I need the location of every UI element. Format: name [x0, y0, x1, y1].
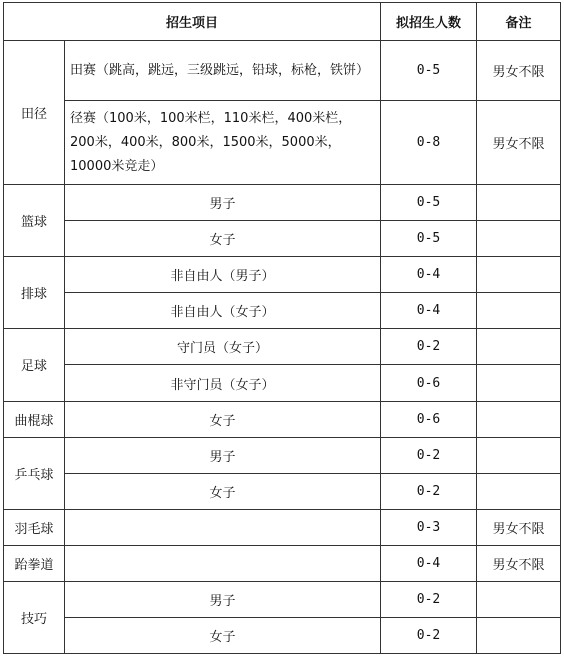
note-cell [477, 617, 561, 653]
count-cell: 0-5 [381, 185, 477, 221]
category-football: 足球 [4, 329, 65, 401]
project-cell: 女子 [65, 473, 381, 509]
table-header-row [4, 3, 561, 41]
project-cell: 男子 [65, 437, 381, 473]
count-cell: 0-4 [381, 293, 477, 329]
note-cell [477, 365, 561, 401]
count-cell: 0-4 [381, 257, 477, 293]
project-cell: 男子 [65, 581, 381, 617]
project-cell: 径赛（100米，100米栏，110米栏，400米栏，200米，400米，800米，1500米，5000米，10000米竞走） [65, 101, 381, 185]
count-cell: 0-5 [381, 41, 477, 101]
note-cell [477, 257, 561, 293]
category-hockey: 曲棍球 [4, 401, 65, 437]
count-cell: 0-2 [381, 473, 477, 509]
project-cell: 守门员（女子） [65, 329, 381, 365]
note-cell: 男女不限 [477, 509, 561, 545]
project-cell: 女子 [65, 617, 381, 653]
project-cell: 非自由人（女子） [65, 293, 381, 329]
category-badminton: 羽毛球 [4, 509, 65, 545]
project-cell [65, 545, 381, 581]
table-row [4, 257, 561, 293]
table-row [4, 401, 561, 437]
table-row [4, 581, 561, 617]
table-row [4, 509, 561, 545]
note-cell [477, 581, 561, 617]
category-table-tennis: 乒乓球 [4, 437, 65, 509]
count-cell: 0-2 [381, 329, 477, 365]
note-cell: 男女不限 [477, 41, 561, 101]
project-cell: 非自由人（男子） [65, 257, 381, 293]
category-volleyball: 排球 [4, 257, 65, 329]
category-basketball: 篮球 [4, 185, 65, 257]
table-row [4, 365, 561, 401]
note-cell [477, 329, 561, 365]
note-cell [477, 401, 561, 437]
table-row [4, 473, 561, 509]
category-athletics: 田径 [4, 41, 65, 185]
count-cell: 0-2 [381, 581, 477, 617]
count-cell: 0-6 [381, 365, 477, 401]
count-cell: 0-5 [381, 221, 477, 257]
count-cell: 0-6 [381, 401, 477, 437]
project-cell [65, 509, 381, 545]
count-cell: 0-4 [381, 545, 477, 581]
count-cell: 0-3 [381, 509, 477, 545]
note-cell [477, 473, 561, 509]
note-cell [477, 221, 561, 257]
project-cell: 非守门员（女子） [65, 365, 381, 401]
header-project: 招生项目 [4, 3, 381, 41]
note-cell: 男女不限 [477, 545, 561, 581]
count-cell: 0-8 [381, 101, 477, 185]
header-count: 拟招生人数 [381, 3, 477, 41]
category-acrobatics: 技巧 [4, 581, 65, 653]
table-row [4, 329, 561, 365]
table-row [4, 545, 561, 581]
header-note: 备注 [477, 3, 561, 41]
count-cell: 0-2 [381, 437, 477, 473]
note-cell [477, 437, 561, 473]
count-cell: 0-2 [381, 617, 477, 653]
category-taekwondo: 跆拳道 [4, 545, 65, 581]
enrollment-table [3, 2, 561, 654]
note-cell: 男女不限 [477, 101, 561, 185]
project-cell: 女子 [65, 221, 381, 257]
note-cell [477, 293, 561, 329]
project-cell: 男子 [65, 185, 381, 221]
note-cell [477, 185, 561, 221]
table-row [4, 437, 561, 473]
project-cell: 田赛（跳高，跳远，三级跳远，铅球，标枪，铁饼） [65, 41, 381, 101]
table-row [4, 41, 561, 101]
table-row [4, 221, 561, 257]
table-row [4, 185, 561, 221]
table-row [4, 101, 561, 185]
table-row [4, 617, 561, 653]
project-cell: 女子 [65, 401, 381, 437]
table-row [4, 293, 561, 329]
